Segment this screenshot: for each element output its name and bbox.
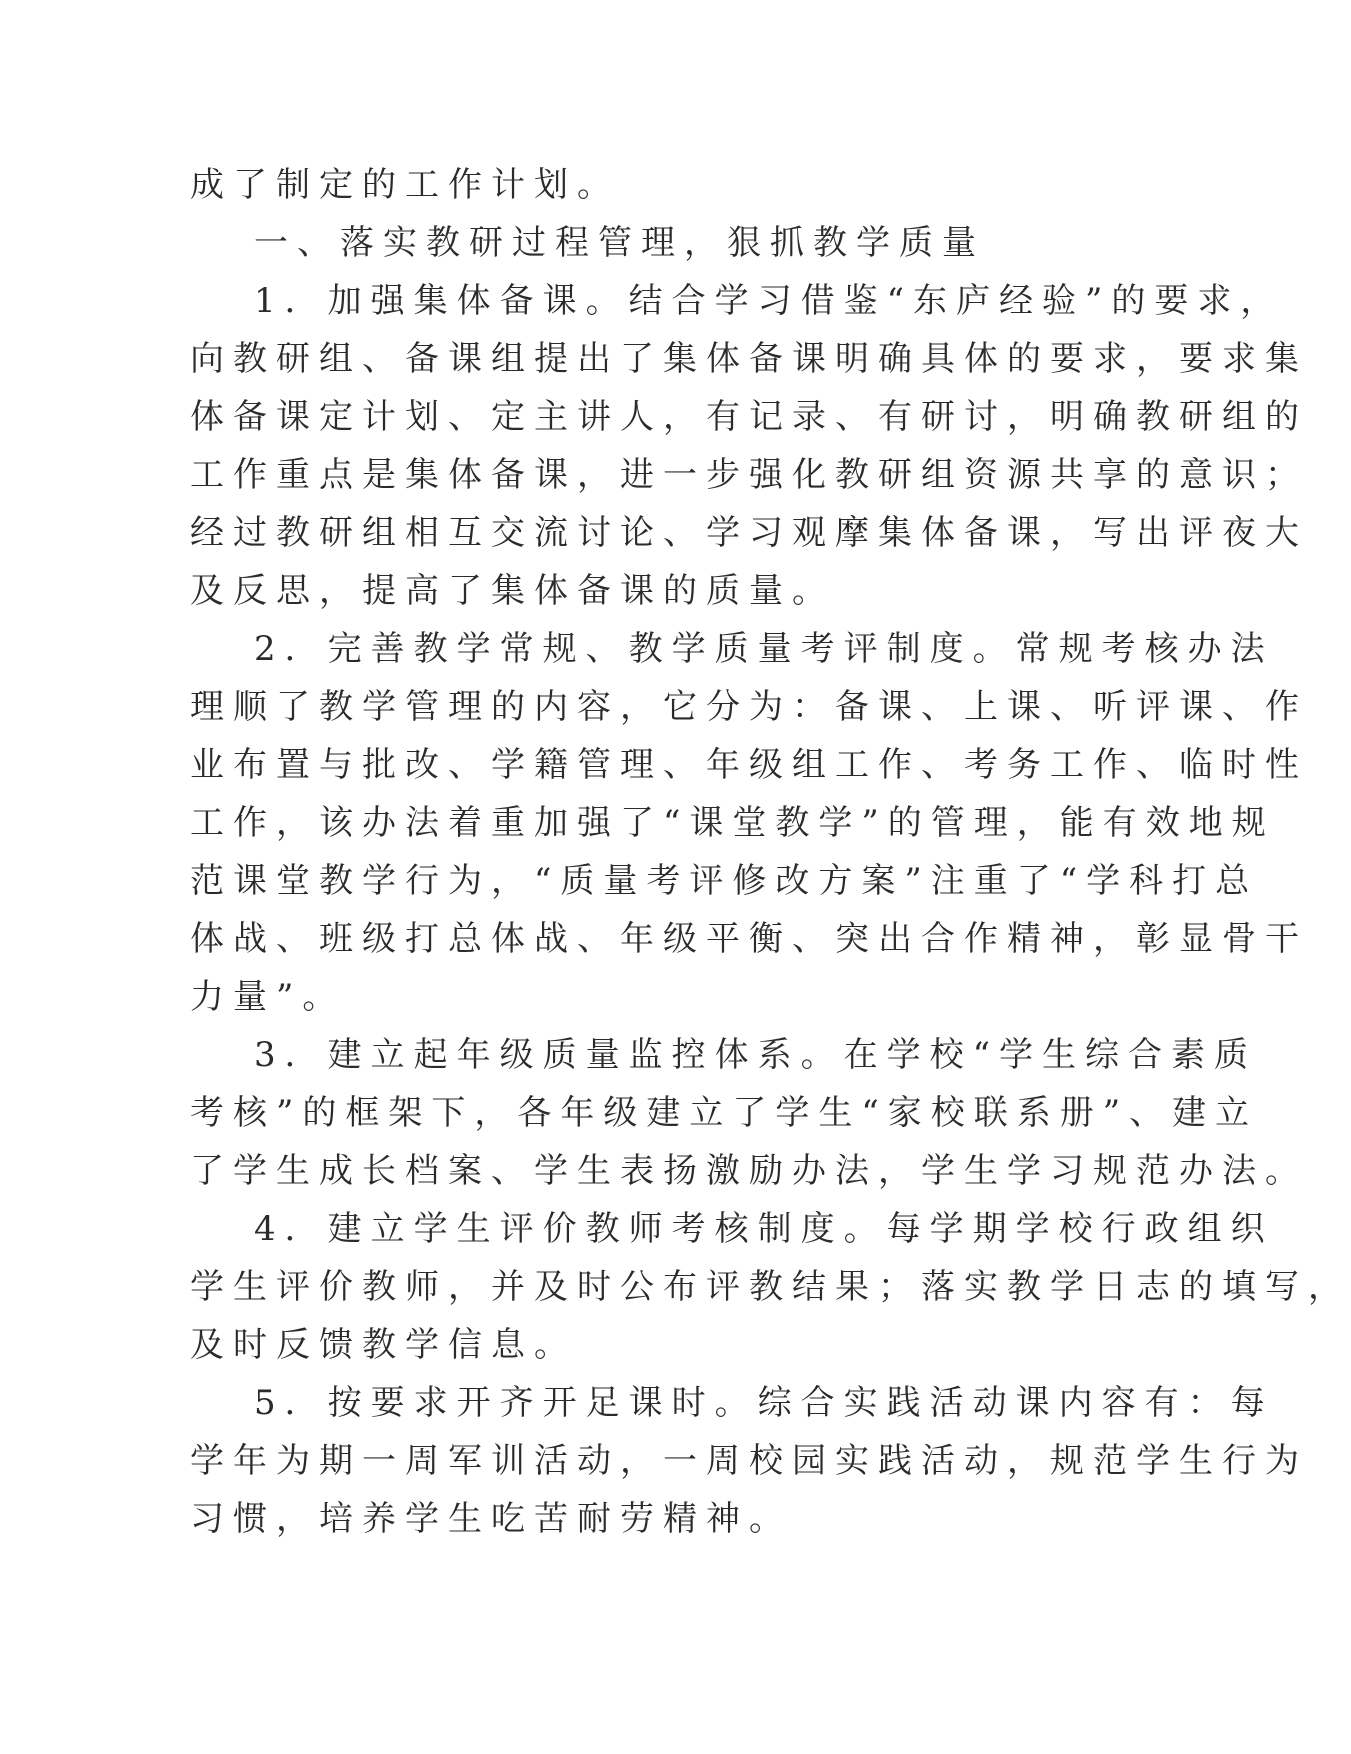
text-line: 工作，该办法着重加强了“课堂教学”的管理，能有效地规 <box>190 803 1275 843</box>
text-line: 习惯，培养学生吃苦耐劳精神。 <box>190 1499 792 1539</box>
text-line: 理顺了教学管理的内容，它分为：备课、上课、听评课、作 <box>190 687 1308 727</box>
text-line: 体战、班级打总体战、年级平衡、突出合作精神，彰显骨干 <box>190 919 1308 959</box>
text-line: 学生评价教师，并及时公布评教结果；落实教学日志的填写， <box>190 1267 1351 1307</box>
text-line: 了学生成长档案、学生表扬激励办法，学生学习规范办法。 <box>190 1151 1308 1191</box>
section-heading: 一、落实教研过程管理，狠抓教学质量 <box>254 223 985 263</box>
text-line: 业布置与批改、学籍管理、年级组工作、考务工作、临时性 <box>190 745 1308 785</box>
text-line: 成了制定的工作计划。 <box>190 165 620 205</box>
text-line: 及时反馈教学信息。 <box>190 1325 577 1365</box>
text-line: 体备课定计划、定主讲人，有记录、有研讨，明确教研组的 <box>190 397 1308 437</box>
text-line: 1．加强集体备课。结合学习借鉴“东庐经验”的要求， <box>254 281 1284 321</box>
text-line: 工作重点是集体备课，进一步强化教研组资源共享的意识； <box>190 455 1308 495</box>
text-line: 3．建立起年级质量监控体系。在学校“学生综合素质 <box>254 1035 1258 1075</box>
text-line: 范课堂教学行为，“质量考评修改方案”注重了“学科打总 <box>190 861 1259 901</box>
text-line: 学年为期一周军训活动，一周校园实践活动，规范学生行为 <box>190 1441 1308 1481</box>
text-line: 考核”的框架下，各年级建立了学生“家校联系册”、建立 <box>190 1093 1259 1133</box>
text-line: 4．建立学生评价教师考核制度。每学期学校行政组织 <box>254 1209 1274 1249</box>
text-line: 经过教研组相互交流讨论、学习观摩集体备课，写出评夜大 <box>190 513 1308 553</box>
text-line: 向教研组、备课组提出了集体备课明确具体的要求，要求集 <box>190 339 1308 379</box>
text-line: 2．完善教学常规、教学质量考评制度。常规考核办法 <box>254 629 1274 669</box>
text-line: 力量”。 <box>190 977 346 1017</box>
text-line: 及反思，提高了集体备课的质量。 <box>190 571 835 611</box>
text-line: 5．按要求开齐开足课时。综合实践活动课内容有：每 <box>254 1383 1274 1423</box>
